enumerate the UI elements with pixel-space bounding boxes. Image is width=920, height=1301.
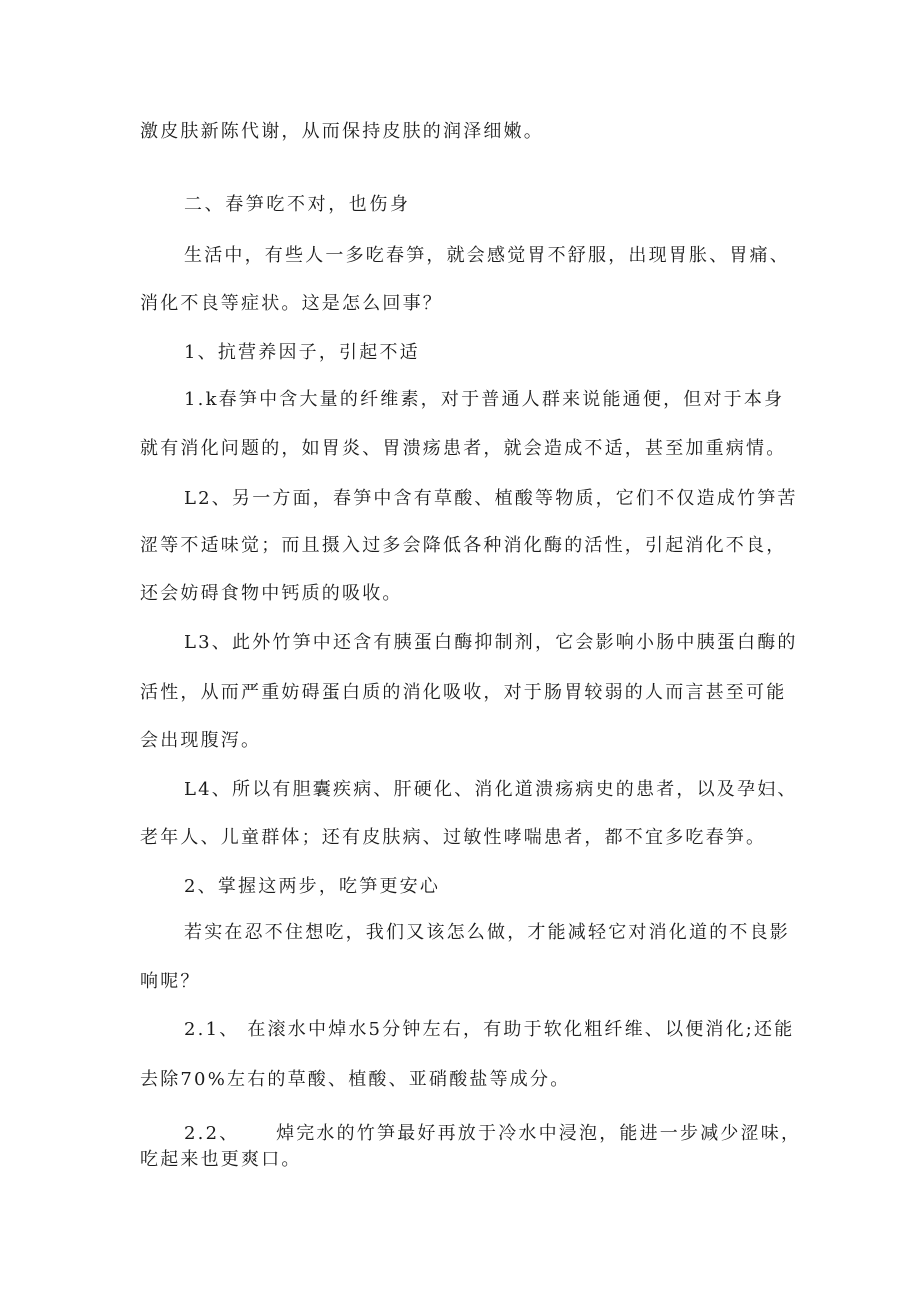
section-heading: 二、春笋吃不对，也伤身 <box>184 194 411 215</box>
text-line: 吃起来也更爽口。 <box>140 1149 302 1170</box>
text-line: 还会妨碍食物中钙质的吸收。 <box>140 583 403 604</box>
list-marker: 2.2、 <box>184 1123 240 1144</box>
text-line: 去除70%左右的草酸、植酸、亚硝酸盐等成分。 <box>140 1069 571 1090</box>
text-line: 若实在忍不住想吃，我们又该怎么做，才能减轻它对消化道的不良影 <box>184 922 790 943</box>
text-line: 消化不良等症状。这是怎么回事？ <box>140 293 443 314</box>
text-line: 响呢？ <box>140 971 201 992</box>
text-line: L2、另一方面，春笋中含有草酸、植酸等物质，它们不仅造成竹笋苦 <box>184 488 798 509</box>
text-line: 就有消化问题的，如胃炎、胃溃疡患者，就会造成不适，甚至加重病情。 <box>140 438 787 459</box>
text-line: 涩等不适味觉；而且摄入过多会降低各种消化酶的活性，引起消化不良， <box>140 535 787 556</box>
text-line: 激皮肤新陈代谢，从而保持皮肤的润泽细嫩。 <box>140 121 544 142</box>
text-line: 活性，从而严重妨碍蛋白质的消化吸收，对于肠胃较弱的人而言甚至可能 <box>140 682 787 703</box>
subheading: 1、抗营养因子，引起不适 <box>184 342 420 363</box>
text-line: 生活中，有些人一多吃春笋，就会感觉胃不舒服，出现胃胀、胃痛、 <box>184 245 790 266</box>
text-line: 1.k春笋中含大量的纤维素，对于普通人群来说能通便，但对于本身 <box>184 389 785 410</box>
text-line: L4、所以有胆囊疾病、肝硬化、消化道溃疡病史的患者，以及孕妇、 <box>184 779 798 800</box>
subheading: 2、掌握这两步，吃笋更安心 <box>184 876 441 897</box>
text-line: 会出现腹泻。 <box>140 730 262 751</box>
text-line: 焯完水的竹笋最好再放于冷水中浸泡，能进一步减少涩味， <box>276 1123 802 1144</box>
text-line: L3、此外竹笋中还含有胰蛋白酶抑制剂，它会影响小肠中胰蛋白酶的 <box>184 632 798 653</box>
text-line: 老年人、儿童群体；还有皮肤病、过敏性哮喘患者，都不宜多吃春笋。 <box>140 827 767 848</box>
text-line: 2.1、 在滚水中焯水5分钟左右，有助于软化粗纤维、以便消化;还能 <box>184 1019 795 1040</box>
